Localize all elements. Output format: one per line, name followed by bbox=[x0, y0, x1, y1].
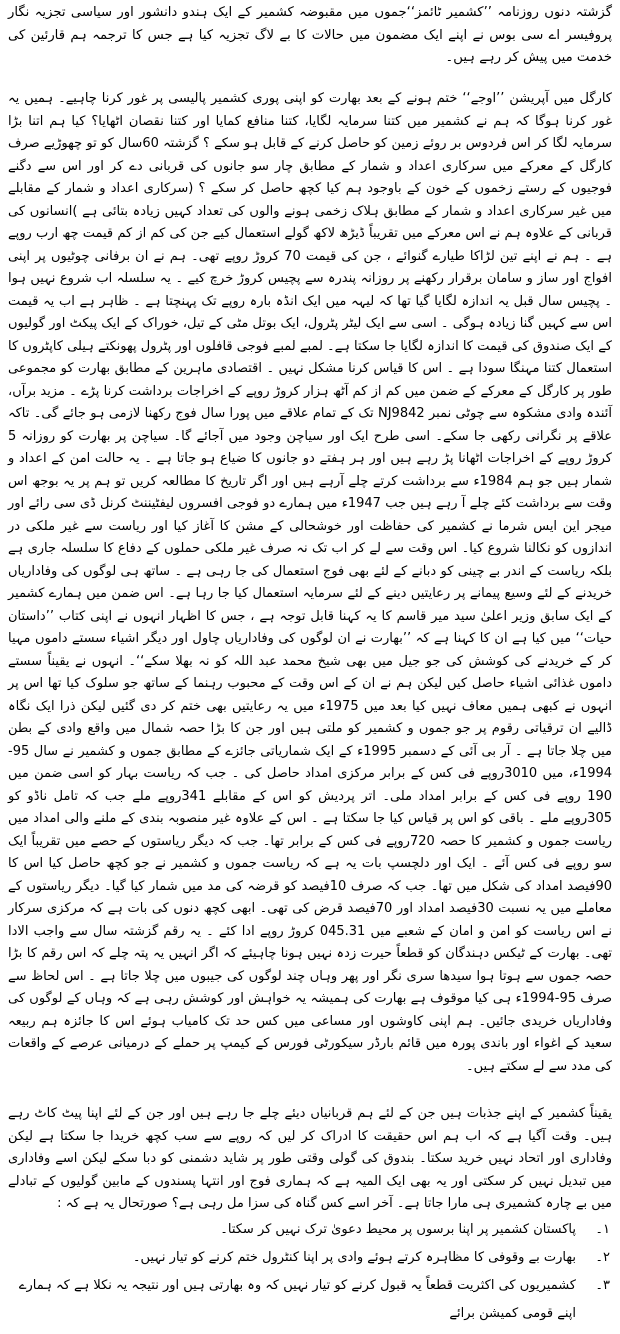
list-item bbox=[0, 1244, 620, 1272]
list-item-text: پاکستان کشمیر پر اپنا برسوں پر محیط دعویٰ ترک نہیں کر سکتا۔ bbox=[220, 1222, 576, 1237]
list-item bbox=[0, 1272, 620, 1328]
intro-paragraph: گزشتہ دنوں روزنامہ ’’کشمیر ٹائمز‘‘جموں میں مقبوضہ کشمیر کے ایک ہندو دانشور اور سیاسی تجزیہ نگار پروفیسر اے سی بوس نے اپنے ایک مضمون میں حالات کا بے لاگ تجزیہ کیا ہے جس کا ترجمہ ہم قارئین کی خدمت میں پیش کر رہے ہیں۔ bbox=[8, 5, 612, 65]
body-paragraph-2: یقیناً کشمیر کے اپنے جذبات ہیں جن کے لئے ہم قربانیاں دیئے چلے جا رہے ہیں اور جن کے لئے اپنا پیٹ کاٹ رہے ہیں۔ وقت آگیا ہے کہ اب ہم اس حقیقت کا ادراک کر لیں کہ روپے سے سب کچھ خریدا جا سکتا ہے لیکن وفاداری اور اتحاد نہیں خرید سکتا۔ بندوق کی گولی وقتی طور پر شاید دشمنی کو دبا سکے لیکن اسے وفاداری میں تبدیل نہیں کر سکتی اور یہ بھی ایک المیہ ہے کہ ہماری فوج اور انتہا پسندوں کے مابین گولیوں کے تبادلے میں بے چارہ کشمیری ہی مارا جاتا ہے۔ آخر اسے کس گناہ کی سزا مل رہی ہے؟ صورتحال یہ ہے کہ : bbox=[8, 1106, 612, 1211]
list-item-text: بھارت بے وقوفی کا مظاہرہ کرتے ہوئے وادی پر اپنا کنٹرول ختم کرنے کو تیار نہیں۔ bbox=[132, 1250, 576, 1265]
list-item-number: ۲۔ bbox=[595, 1250, 610, 1265]
list-item-text: کشمیریوں کی اکثریت قطعاً یہ قبول کرنے کو تیار نہیں کہ وہ بھارتی ہیں اور نتیجہ یہ نکلا ہے کہ ہمارے اپنے قومی کمیشن برائے bbox=[18, 1278, 576, 1321]
list-item-number: ۱۔ bbox=[595, 1222, 610, 1237]
points-list bbox=[0, 1216, 620, 1328]
body-paragraph-1: کارگل میں آپریشن ’’اوجے‘‘ ختم ہونے کے بعد بھارت کو اپنی پوری کشمیر پالیسی پر غور کرنا چاہیے۔ ہمیں یہ غور کرنا ہوگا کہ ہم نے کشمیر میں کتنا سرمایہ لگایا، کتنا منافع کمایا اور کتنا نقصان اٹھایا؟ کیا ہم اتنا بڑا سرمایہ لگا کر اس فردوس بر روئے زمین کو حاصل کرنے کے قابل ہو سکے ؟ گزشتہ 60سال کو تو چھوڑیے صرف کارگل کے معرکے میں سرکاری اعداد و شمار کے مطابق چار سو جانوں کی قربانی دے کر اور اس سے دگنے فوجیوں کے رستے زخموں کے خون کے باوجود ہم کیا کچھ حاصل کر سکے ؟ (سرکاری اعداد و شمار کے مقابلے میں غیر سرکاری اعداد و شمار کے مطابق ہلاک زخمی ہونے والوں کی تعداد کہیں زیادہ بتائی ہے )انسانوں کی قربانی کے علاوہ ہم نے اس معرکے میں تقریباً ڈیڑھ لاکھ گولے استعمال کیے جن کی کم از کم قیمت چھ ارب روپے ہے ۔ ہم نے اپنے تین لڑاکا طیارے گنوائے ، جن کی قیمت 70 کروڑ روپے تھی۔ ہم نے ان برفانی چوٹیوں پر اپنی افواج اور ساز و سامان برقرار رکھنے پر روزانہ پندرہ سے پچیس کروڑ خرچ کیے ۔ یہ سلسلہ اب شروع نہیں ہوا ۔ پچیس سال قبل یہ اندازہ لگایا گیا تھا کہ لیہہ میں ایک انڈہ بارہ روپے تک پہنچتا ہے ۔ ظاہر ہے اب یہ قیمت اس سے کہیں گنا زیادہ ہوگی ۔ اسی سے ایک لیٹر پٹرول، ایک بوتل مٹی کے تیل، خوراک کے ایک پیکٹ اور گولیوں کے ایک صندوق کی قیمت کا اندازہ لگایا جا سکتا ہے۔ لمبے لمبے فوجی قافلوں اور پٹرول پھونکتے ہیلی کاپٹروں کا استعمال کتنا مہنگا سودا ہے ۔ اس کا قیاس کرنا مشکل نہیں ۔ اقتصادی ماہرین کے مطابق بھارت کو مجموعی طور پر کارگل کے معرکے کے ضمن میں کم از کم آٹھ ہزار کروڑ روپے کے اخراجات برداشت کرنا پڑے ۔ مزید برآں، آئندہ وادی مشکوہ سے چوٹی نمبر NJ9842 تک کے تمام علاقے میں پورا سال فوج رکھنا لازمی ہو جائے گی۔ تاکہ علاقے پر نگرانی رکھی جا سکے۔ اسی طرح ایک اور سیاچن وجود میں آجائے گا۔ سیاچن پر بھارت کو روزانہ 5 کروڑ روپے کے اخراجات اٹھانا پڑ رہے ہیں اور ہر ہفتے دو جانوں کا ضیاع ہو جاتا ہے ۔ یہ حالت امن کے اعداد و شمار ہیں جو ہم 1984ء سے برداشت کرتے چلے آرہے ہیں اور اگر تاریخ کا مطالعہ کریں تو ہم پر یہ بوجھ اس وقت سے برداشت کئے چلے آ رہے ہیں جب 1947ء میں ہمارے دو فوجی افسروں لیفٹیننٹ کرنل ڈی سی رائے اور میجر این ایس شرما نے کشمیر کی حفاظت اور خوشحالی کے مشن کا آغاز کیا اور ریاست سے غیر ملکی در اندازوں کو نکالنا شروع کیا۔ اس وقت سے لے کر اب تک نہ صرف غیر ملکی حملوں کے دفاع کا سلسلہ جاری ہے بلکہ ریاست کے اندر بے چینی کو دبانے کے لئے بھی فوج استعمال کی جا رہی ہے ۔ ساتھ ہی لوگوں کی وفاداریاں خریدنے کے لئے وسیع پیمانے پر رعایتیں دینے کے لئے سرمایہ استعمال کیا جا رہا ہے۔ اس ضمن میں ہمارے کشمیر کے ایک سابق وزیر اعلیٰ سید میر قاسم کا یہ کہنا قابل توجہ ہے ، جس کا اظہار انہوں نے اپنی کتاب ’’داستان حیات‘‘ میں کیا ہے ان کا کہنا ہے کہ ’’بھارت نے ان لوگوں کی وفاداریاں چاول اور دیگر اشیاء سستے داموں مہیا کر کے خریدنے کی کوشش کی جو جیل میں بھی شیخ محمد عبد اللہ کو نہ بھلا سکے‘‘۔ انہوں نے یقیناً سستے داموں غذائی اشیاء حاصل کیں لیکن ہم نے ان کے اس وقت کے محبوب رہنما کے ساتھ جو سلوک کیا تھا اس پر انہوں نے کبھی ہمیں معاف نہیں کیا بعد میں 1975ء میں یہ رعایتیں بھی ختم کر دی گئیں لیکن ذرا ایک نگاہ ڈالیے ان ترقیاتی رقوم پر جو جموں و کشمیر کو ملتی ہیں اور جن کا بڑا حصہ شمال میں واقع وادی کے بطن میں چلا جاتا ہے ۔ آر بی آئی کے دسمبر 1995ء کے ایک شماریاتی جائزے کے مطابق جموں و کشمیر نے سال 95-1994ء، میں 3010روپے فی کس کے برابر مرکزی امداد حاصل کی ۔ جب کہ ریاست بہار کو اسی ضمن میں 190 روپے فی کس کے برابر امداد ملی۔ اتر پردیش کو اس کے مقابلے 341روپے ملے جب کہ تامل ناڈو کو 305روپے ملے ۔ باقی کو اس پر قیاس کیا جا سکتا ہے ۔ اس کے علاوہ غیر منصوبہ بندی کے ملنے والی امداد میں ریاست جموں و کشمیر کا حصہ 720روپے فی کس کے برابر تھا۔ جب کہ دیگر ریاستوں کے حصے میں تقریباً ایک سو روپے فی کس آئے ۔ ایک اور دلچسپ بات یہ ہے کہ ریاست جموں و کشمیر نے جو کچھ حاصل کیا اس کا 90فیصد امداد کی شکل میں تھا۔ جب کہ صرف 10فیصد کو قرضہ کی مد میں شمار کیا گیا۔ دیگر ریاستوں کے معاملے میں یہ نسبت 30فیصد امداد اور 70فیصد قرض کی تھی۔ ابھی کچھ دنوں کی بات ہے کہ مرکزی سرکار نے اس ریاست کو امن و امان کے شعبے میں 045.31 کروڑ روپے ادا کئے ۔ یہ رقم گزشتہ سال سے واجب الادا تھی۔ بھارت کے ٹیکس دہندگان کو قطعاً حیرت زدہ نہیں ہونا چاہیئے کہ اگر انہیں یہ پتہ چلے کہ اس رقم کا بڑا حصہ جموں سے ہوتا ہوا سیدھا سری نگر اور پھر وہاں چند لوگوں کی جیبوں میں چلا جاتا ہے ۔ اس لحاظ سے صرف 95-1994ء ہی کیا موقوف ہے بھارت کی ہمیشہ یہ خواہش اور کوشش رہی ہے کہ وہاں کے لوگوں کی وفاداریاں خریدی جائیں۔ ہم اپنی کاوشوں اور مساعی میں کس حد تک کامیاب ہوئے اس کا جائزہ ہم ربیعہ سعید کے اغواء اور باندی پورہ میں قائم بارڈر سیکورٹی فورس کے کیمپ پر حملے کے درمیانی عرصے کے واقعات کی مدد سے لے سکتے ہیں۔ bbox=[8, 91, 613, 1074]
list-item bbox=[0, 1216, 620, 1244]
list-item-number: ۳۔ bbox=[595, 1278, 610, 1293]
